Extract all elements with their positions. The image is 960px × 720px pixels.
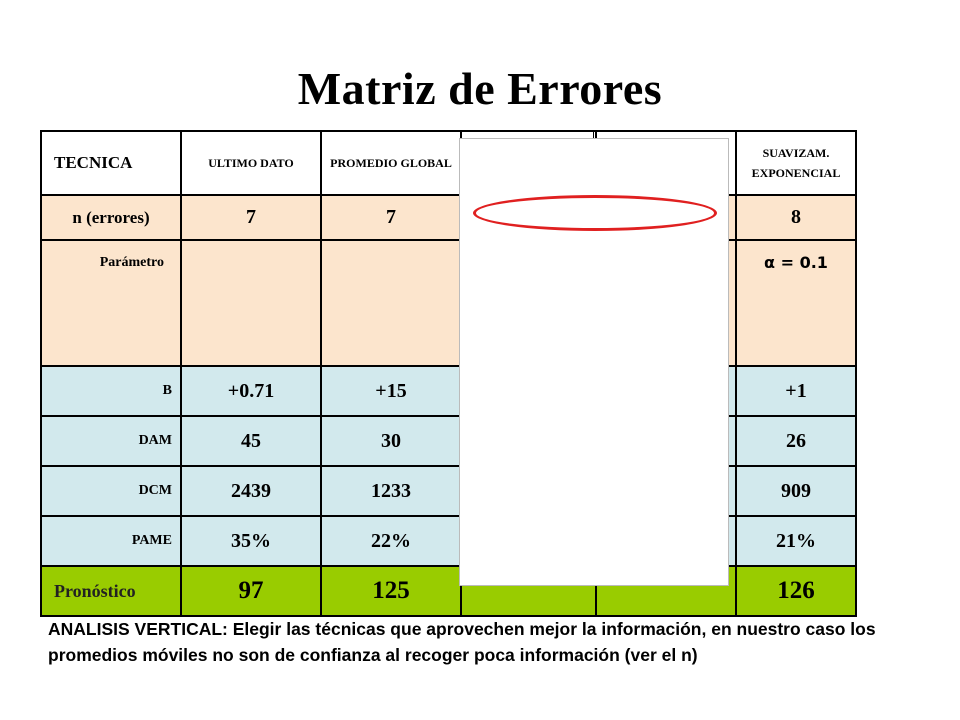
cell-suavizam-n: 8 [736, 195, 856, 240]
row-label-n: n (errores) [41, 195, 181, 240]
cell-suavizam-param: α = 0.1 [736, 240, 856, 366]
table-header-row [41, 131, 856, 195]
cell-promedio-pronostico: 125 [321, 566, 461, 616]
cell-ultimo-pronostico: 97 [181, 566, 321, 616]
table-row-dcm [41, 466, 856, 516]
cell-promedio-dcm: 1233 [321, 466, 461, 516]
cell-promedio-param [321, 240, 461, 366]
cell-ultimo-pame: 35% [181, 516, 321, 566]
table-row-b [41, 366, 856, 416]
header-promedio-global: PROMEDIO GLOBAL [321, 131, 461, 195]
table-row-dam [41, 416, 856, 466]
error-matrix-table [40, 130, 857, 617]
cell-ultimo-dcm: 2439 [181, 466, 321, 516]
cell-suavizam-dcm: 909 [736, 466, 856, 516]
cell-suavizam-pronostico: 126 [736, 566, 856, 616]
cell-ultimo-dam: 45 [181, 416, 321, 466]
table-row-pronostico [41, 566, 856, 616]
row-label-parametro: Parámetro [41, 240, 181, 366]
cell-promedio-pame: 22% [321, 516, 461, 566]
row-label-b: B [41, 366, 181, 416]
table-row-parametro [41, 240, 856, 366]
red-ellipse-highlight [473, 195, 717, 231]
header-ultimo-dato: ULTIMO DATO [181, 131, 321, 195]
cell-suavizam-pame: 21% [736, 516, 856, 566]
table-row-n [41, 195, 856, 240]
row-label-dam: DAM [41, 416, 181, 466]
header-tecnica: TECNICA [41, 131, 181, 195]
cell-ultimo-n: 7 [181, 195, 321, 240]
cell-suavizam-b: +1 [736, 366, 856, 416]
header-suavizam-exponencial: SUAVIZAM. EXPONENCIAL [736, 131, 856, 195]
row-label-pame: PAME [41, 516, 181, 566]
analysis-text: ANALISIS VERTICAL: Elegir las técnicas que aprovechen mejor la información, en nuestro caso los promedios móviles no son de confianza al recoger poca información (ver el n) [48, 619, 876, 665]
page-title: Matriz de Errores [297, 63, 663, 114]
row-label-dcm: DCM [41, 466, 181, 516]
cell-promedio-b: +15 [321, 366, 461, 416]
cell-ultimo-param [181, 240, 321, 366]
cell-suavizam-dam: 26 [736, 416, 856, 466]
row-label-pronostico: Pronóstico [41, 566, 181, 616]
table-row-pame [41, 516, 856, 566]
cell-ultimo-b: +0.71 [181, 366, 321, 416]
cell-promedio-n: 7 [321, 195, 461, 240]
cell-promedio-dam: 30 [321, 416, 461, 466]
